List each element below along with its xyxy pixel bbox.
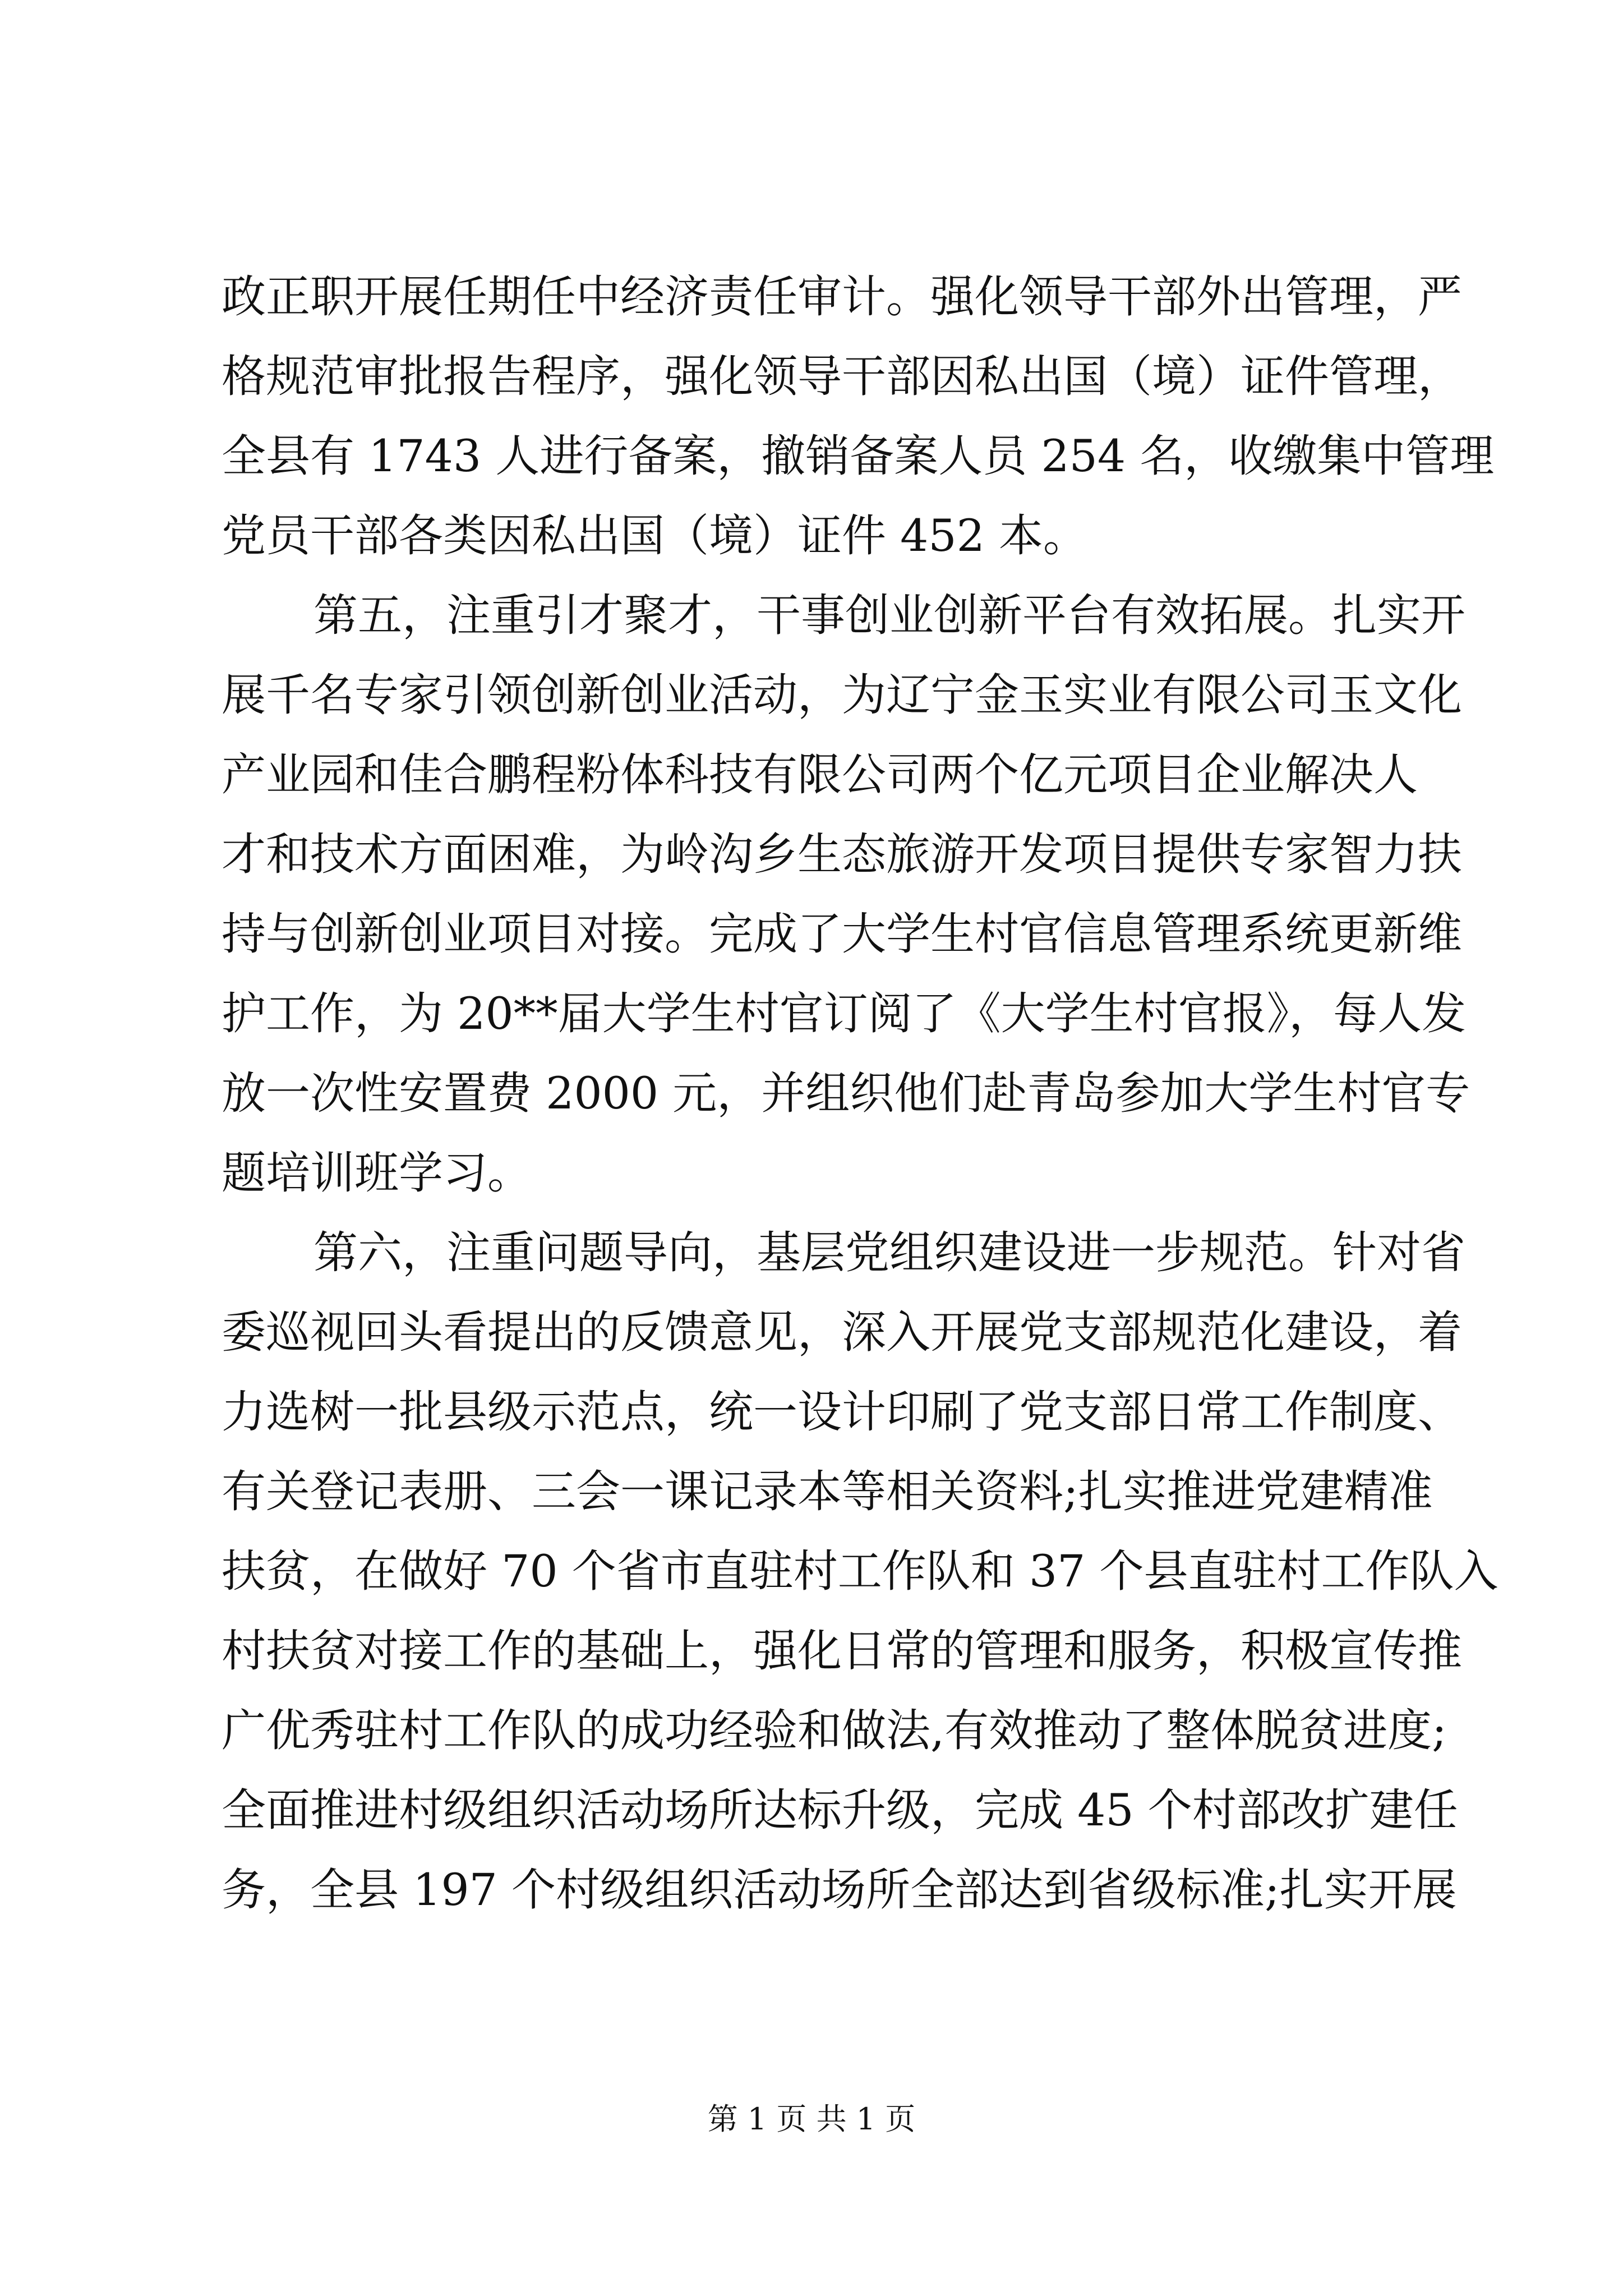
page-number-label: 第 1 页 共 1 页 xyxy=(707,2101,916,2137)
page-footer xyxy=(0,2100,1623,2139)
text-line: 持与创新创业项目对接。完成了大学生村官信息管理系统更新维 xyxy=(222,908,1462,960)
text-line: 党员干部各类因私出国（境）证件 452 本。 xyxy=(222,510,1088,562)
text-line: 村扶贫对接工作的基础上，强化日常的管理和服务，积极宣传推 xyxy=(222,1625,1462,1677)
text-line: 放一次性安置费 2000 元，并组织他们赴青岛参加大学生村官专 xyxy=(222,1068,1470,1119)
text-line: 格规范审批报告程序，强化领导干部因私出国（境）证件管理， xyxy=(222,351,1462,402)
paragraph-first-line: 第六，注重问题导向，基层党组织建设进一步规范。针对省 xyxy=(313,1227,1465,1278)
text-line: 全面推进村级组织活动场所达标升级，完成 45 个村部改扩建任 xyxy=(222,1784,1458,1836)
text-line: 有关登记表册、三会一课记录本等相关资料;扎实推进党建精准 xyxy=(222,1466,1433,1517)
text-line: 力选树一批县级示范点，统一设计印刷了党支部日常工作制度、 xyxy=(222,1386,1462,1438)
text-line: 广优秀驻村工作队的成功经验和做法,有效推动了整体脱贫进度; xyxy=(222,1705,1447,1756)
document-body xyxy=(222,257,1498,1930)
paragraph-first-line: 第五，注重引才聚才，干事创业创新平台有效拓展。扎实开 xyxy=(313,590,1465,641)
text-line: 全县有 1743 人进行备案，撤销备案人员 254 名，收缴集中管理 xyxy=(222,430,1495,482)
text-line: 才和技术方面困难，为岭沟乡生态旅游开发项目提供专家智力扶 xyxy=(222,829,1462,880)
text-line: 扶贫，在做好 70 个省市直驻村工作队和 37 个县直驻村工作队入 xyxy=(222,1545,1498,1597)
text-line: 务，全县 197 个村级组织活动场所全部达到省级标准;扎实开展 xyxy=(222,1864,1457,1916)
text-line: 产业园和佳合鹏程粉体科技有限公司两个亿元项目企业解决人 xyxy=(222,749,1418,800)
text-line: 题培训班学习。 xyxy=(222,1147,532,1199)
text-line: 护工作，为 20**届大学生村官订阅了《大学生村官报》，每人发 xyxy=(222,988,1467,1039)
text-line: 政正职开展任期任中经济责任审计。强化领导干部外出管理，严 xyxy=(222,271,1462,323)
text-line: 展千名专家引领创新创业活动，为辽宁金玉实业有限公司玉文化 xyxy=(222,669,1462,721)
text-line: 委巡视回头看提出的反馈意见，深入开展党支部规范化建设，着 xyxy=(222,1306,1462,1358)
